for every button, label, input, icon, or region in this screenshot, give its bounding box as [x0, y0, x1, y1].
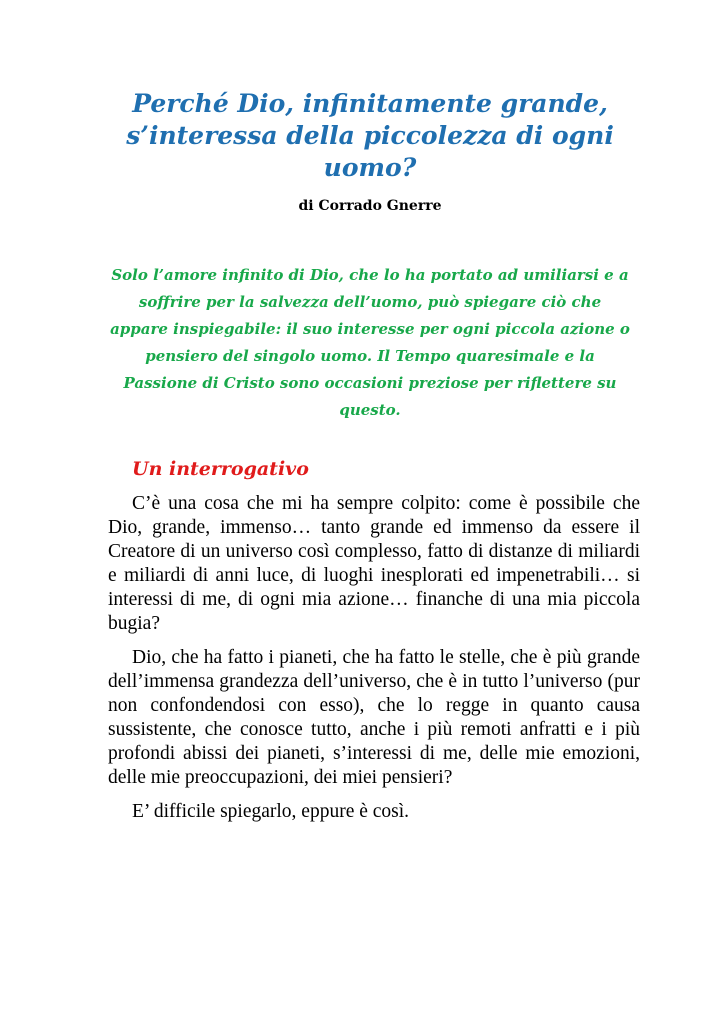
body-paragraph: C’è una cosa che mi ha sempre colpito: come è possibile che Dio, grande, immenso… tanto grande ed immenso da essere il Creatore di un universo così complesso, fatto di distanze di miliardi e miliardi di anni luce, di luoghi inesplorati ed impenetrabili… si interessi di me, di ogni mia azione… finanche di una mia piccola bugia? — [108, 493, 640, 634]
article-title: Perché Dio, infinitamente grande, s’interessa della piccolezza di ogni uomo? — [126, 89, 614, 182]
article-abstract: Solo l’amore infinito di Dio, che lo ha portato ad umiliarsi e a soffrire per la salvezza dell’uomo, può spiegare ciò che appare inspiegabile: il suo interesse per ogni piccola azione o pensiero del singolo uomo. Il Tempo quaresimale e la Passione di Cristo sono occasioni preziose per riflettere su questo. — [110, 266, 630, 419]
article-author: di Corrado Gnerre — [298, 198, 442, 214]
section-heading: Un interrogativo — [132, 458, 309, 480]
body-paragraph: Dio, che ha fatto i pianeti, che ha fatto le stelle, che è più grande dell’immensa grandezza dell’universo, che è in tutto l’universo (pur non confondendosi con esso), che lo regge in quanto causa sussistente, che conosce tutto, anche i più remoti anfratti e i più profondi abissi dei pianeti, s’interessi di me, delle mie emozioni, delle mie preoccupazioni, dei miei pensieri? — [108, 647, 640, 788]
body-paragraph: E’ difficile spiegarlo, eppure è così. — [132, 801, 410, 822]
article-body — [108, 492, 640, 834]
